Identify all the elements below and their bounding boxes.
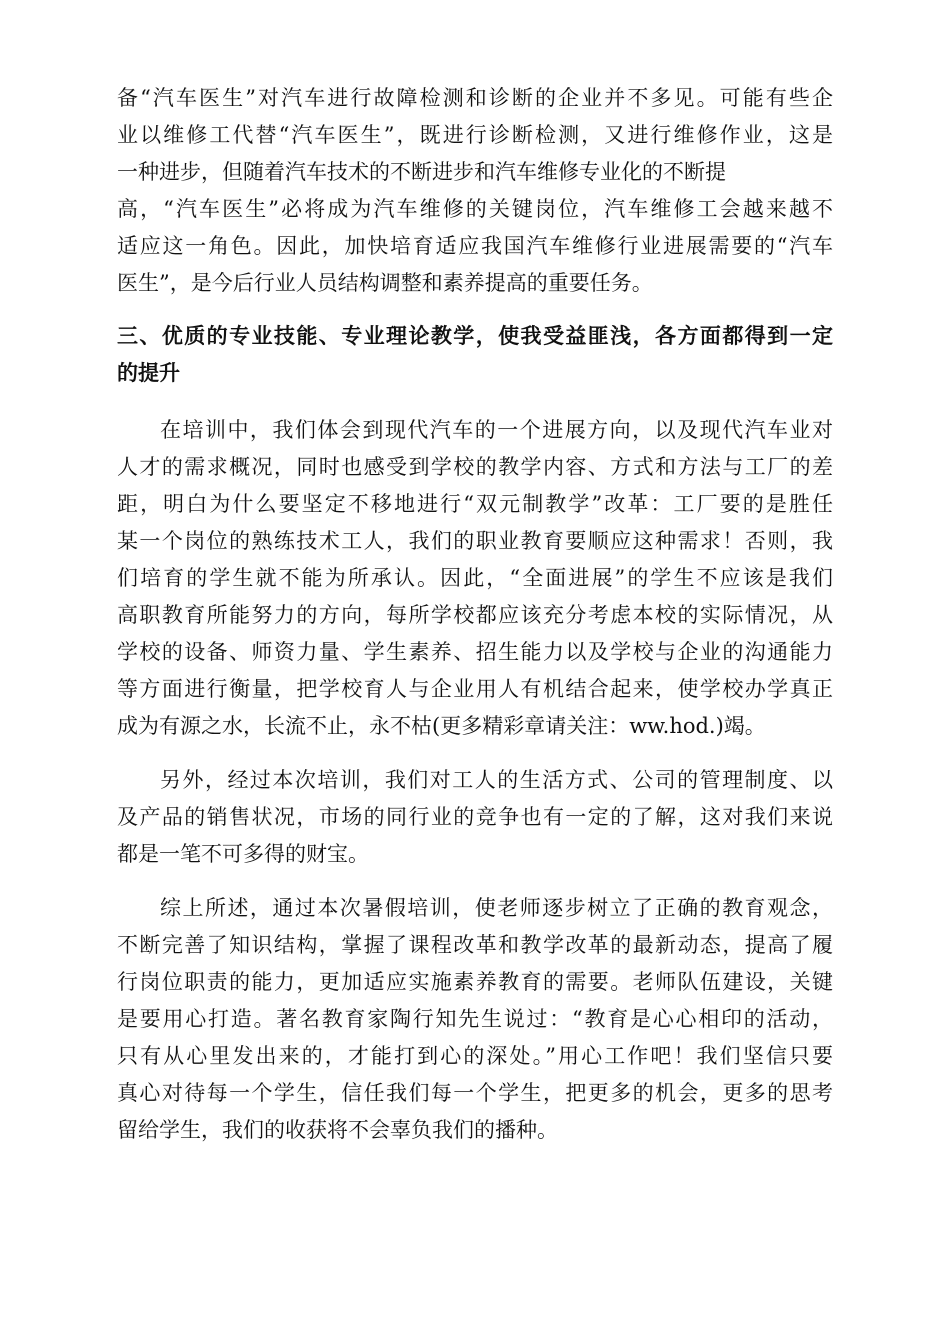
- text-line: 真心对待每一个学生，信任我们每一个学生，把更多的机会，更多的思考: [117, 1081, 833, 1105]
- text-line: 们培育的学生就不能为所承认。因此，“全面进展”的学生不应该是我们: [117, 566, 833, 590]
- text-line: 综上所述，通过本次暑假培训，使老师逐步树立了正确的教育观念，: [160, 896, 833, 920]
- text-line: 留给学生，我们的收获将不会辜负我们的播种。: [117, 1118, 558, 1142]
- text-line: 备“汽车医生”对汽车进行故障检测和诊断的企业并不多见。可能有些企: [117, 86, 833, 110]
- text-line: 适应这一角色。因此，加快培育适应我国汽车维修行业进展需要的“汽车: [117, 234, 833, 258]
- text-line: 另外，经过本次培训，我们对工人的生活方式、公司的管理制度、以: [160, 768, 833, 792]
- text-line: 一种进步，但随着汽车技术的不断进步和汽车维修专业化的不断提: [117, 160, 726, 184]
- heading-line: 的提升: [117, 361, 180, 385]
- text-line: 在培训中，我们体会到现代汽车的一个进展方向，以及现代汽车业对: [160, 418, 833, 442]
- text-line: 医生”，是今后行业人员结构调整和素养提高的重要任务。: [117, 271, 653, 295]
- paragraph-training-experience: [117, 412, 833, 745]
- text-line: 高，“汽车医生”必将成为汽车维修的关键岗位，汽车维修工会越来越不: [117, 197, 833, 221]
- document-body: [117, 80, 833, 1166]
- text-line: 只有从心里发出来的，才能打到心的深处。”用心工作吧！我们坚信只要: [117, 1044, 833, 1068]
- text-line: 成为有源之水，长流不止，永不枯(更多精彩章请关注：ww.hod.)竭。: [117, 714, 766, 738]
- text-line: 距，明白为什么要坚定不移地进行“双元制教学”改革：工厂要的是胜任: [117, 492, 833, 516]
- text-line: 业以维修工代替“汽车医生”，既进行诊断检测，又进行维修作业，这是: [117, 123, 833, 147]
- text-line: 及产品的销售状况，市场的同行业的竞争也有一定的了解，这对我们来说: [117, 805, 833, 829]
- text-line: 某一个岗位的熟练技术工人，我们的职业教育要顺应这种需求！否则，我: [117, 529, 833, 553]
- text-line: 人才的需求概况，同时也感受到学校的教学内容、方式和方法与工厂的差: [117, 455, 833, 479]
- text-line: 都是一笔不可多得的财宝。: [117, 842, 369, 866]
- paragraph-auto-doctor: [117, 80, 833, 302]
- text-line: 高职教育所能努力的方向，每所学校都应该充分考虑本校的实际情况，从: [117, 603, 833, 627]
- paragraph-summary: [117, 890, 833, 1149]
- paragraph-additional-gains: [117, 762, 833, 873]
- text-line: 不断完善了知识结构，掌握了课程改革和教学改革的最新动态，提高了履: [117, 933, 833, 957]
- text-line: 等方面进行衡量，把学校育人与企业用人有机结合起来，使学校办学真正: [117, 677, 833, 701]
- text-line: 行岗位职责的能力，更加适应实施素养教育的需要。老师队伍建设，关键: [117, 970, 833, 994]
- section-heading: [117, 318, 833, 392]
- text-line: 学校的设备、师资力量、学生素养、招生能力以及学校与企业的沟通能力: [117, 640, 833, 664]
- text-line: 是要用心打造。著名教育家陶行知先生说过：“教育是心心相印的活动，: [117, 1007, 833, 1031]
- heading-line: 三、优质的专业技能、专业理论教学，使我受益匪浅，各方面都得到一定: [117, 324, 833, 348]
